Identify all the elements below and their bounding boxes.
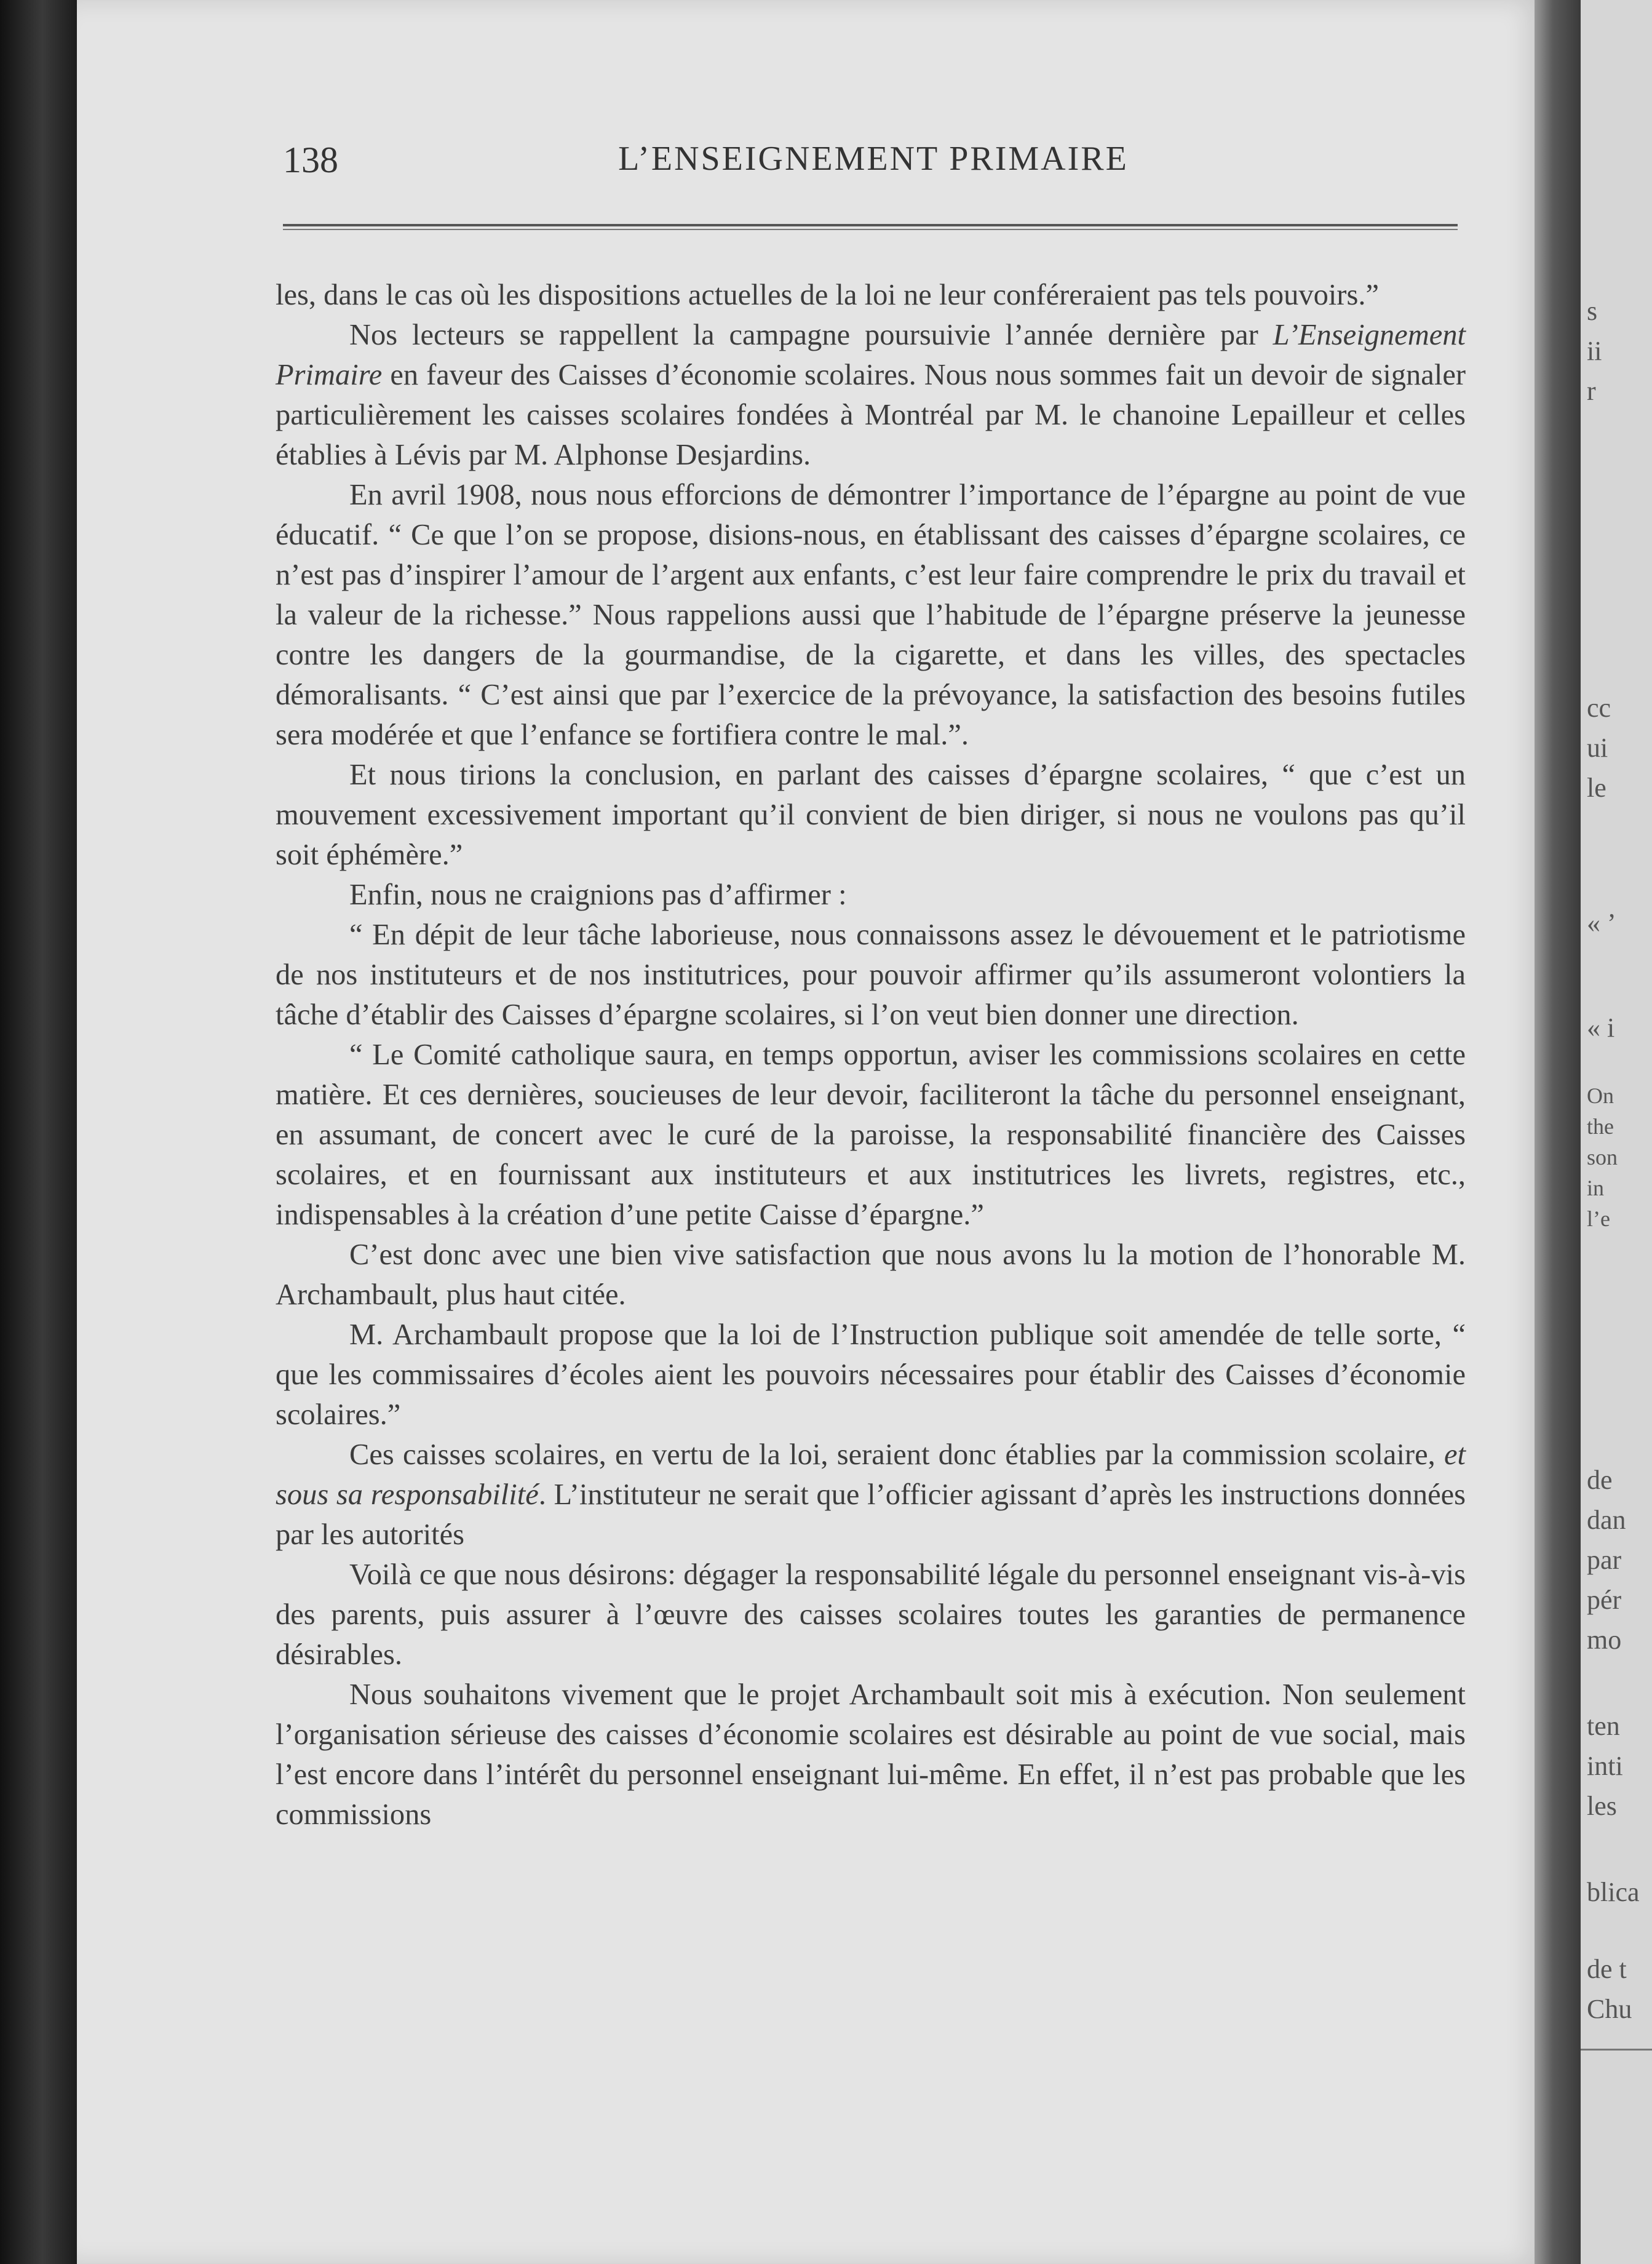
adjacent-text-fragment: l’e <box>1587 1206 1610 1231</box>
adjacent-text-fragment: dan <box>1587 1505 1626 1535</box>
paragraph: Ces caisses scolaires, en vertu de la loi, seraient donc établies par la commission scolaire, et sous sa responsabilité. L’instituteur ne serait que l’officier agissant d’après les instructions données par les autorités <box>276 1438 1466 1551</box>
book-gutter <box>1535 0 1581 2264</box>
paragraph: les, dans le cas où les dispositions actuelles de la loi ne leur conféreraient pas tels pouvoirs.” <box>276 279 1379 311</box>
header-rule <box>283 224 1458 226</box>
adjacent-text-fragment: ii <box>1587 336 1602 366</box>
adjacent-text-fragment: ui <box>1587 733 1608 763</box>
adjacent-text-fragment: de <box>1587 1465 1613 1495</box>
paragraph: M. Archambault propose que la loi de l’Instruction publique soit amendée de telle sorte, “ que les commissaires d’écoles aient les pouvoirs nécessaires pour établir des Caisses d’économie scolaires.” <box>276 1318 1466 1431</box>
paragraph: Nos lecteurs se rappellent la campagne poursuivie l’année dernière par L’Enseignement Primaire en faveur des Caisses d’économie scolaires. Nous nous sommes fait un devoir de signaler particulièrement les caisses scolaires fondées à Montréal par M. le chanoine Lepailleur et celles établies à Lévis par M. Alphonse Desjardins. <box>276 319 1466 471</box>
adjacent-text-fragment: ten <box>1587 1711 1620 1741</box>
adjacent-text-fragment: son <box>1587 1145 1618 1170</box>
adjacent-text-fragment: pér <box>1587 1585 1622 1615</box>
paragraph: C’est donc avec une bien vive satisfaction que nous avons lu la motion de l’honorable M. Archambault, plus haut citée. <box>276 1238 1466 1311</box>
adjacent-text-fragment: de t <box>1587 1954 1627 1984</box>
paragraph: Et nous tirions la conclusion, en parlant des caisses d’épargne scolaires, “ que c’est un mouvement excessivement important qu’il convient de bien diriger, si nous ne voulons pas qu’il soit éphémère.” <box>276 759 1466 871</box>
adjacent-text-fragment: cc <box>1587 693 1611 723</box>
paragraph: Voilà ce que nous désirons: dégager la responsabilité légale du personnel enseignant vis-à-vis des parents, puis assurer à l’œuvre des caisses scolaires toutes les garanties de permanence désirables. <box>276 1558 1466 1671</box>
adjacent-text-fragment: in <box>1587 1176 1605 1200</box>
adjacent-page-rule <box>1581 2049 1652 2051</box>
emphasis: et sous sa responsabilité <box>276 1438 1466 1511</box>
adjacent-text-fragment: « ’ <box>1587 908 1616 938</box>
article-body <box>276 275 1466 1835</box>
adjacent-text-fragment: the <box>1587 1114 1614 1139</box>
paragraph: Nous souhaitons vivement que le projet Archambault soit mis à exécution. Non seulement l’organisation sérieuse des caisses d’économie scolaires est désirable au point de vue social, mais l’est encore dans l’intérêt du personnel enseignant lui-même. En effet, il n’est pas probable que les commissions <box>276 1678 1466 1831</box>
adjacent-text-fragment: mo <box>1587 1625 1622 1655</box>
adjacent-text-fragment: blica <box>1587 1877 1640 1907</box>
adjacent-text-fragment: « i <box>1587 1013 1615 1043</box>
adjacent-text-fragment: inti <box>1587 1751 1623 1781</box>
header-rule-secondary <box>283 229 1458 230</box>
quotation: “ En dépit de leur tâche laborieuse, nous connaissons assez le dévouement et le patriotisme de nos instituteurs et de nos institutrices, pour pouvoir affirmer qu’ils assumeront volontiers la tâche d’établir des Caisses d’épargne scolaires, si l’on veut bien donner une direction. <box>276 919 1466 1031</box>
page-header <box>283 139 1464 194</box>
running-head: L’ENSEIGNEMENT PRIMAIRE <box>618 140 1129 178</box>
paragraph: En avril 1908, nous nous efforcions de démontrer l’importance de l’épargne au point de vue éducatif. “ Ce que l’on se propose, disions-nous, en établissant des caisses d’épargne scolaires, ce n’est pas d’inspirer l’amour de l’argent aux enfants, c’est leur faire comprendre le prix du travail et la valeur de la richesse.” Nous rappelions aussi que l’habitude de l’épargne préserve la jeunesse contre les dangers de la gourmandise, de la cigarette, et dans les villes, des spectacles démoralisants. “ C’est ainsi que par l’exercice de la prévoyance, la satisfaction des besoins futiles sera modérée et que l’enfance se fortifiera contre le mal.”. <box>276 479 1466 751</box>
quotation: “ Le Comité catholique saura, en temps opportun, aviser les commissions scolaires en cette matière. Et ces dernières, soucieuses de leur devoir, faciliteront la tâche du personnel enseignant, en assumant, de concert avec le curé de la paroisse, la responsabilité financière des Caisses scolaires, et en fournissant aux instituteurs et aux institutrices les livrets, registres, etc., indispensables à la création d’une petite Caisse d’épargne.” <box>276 1038 1466 1231</box>
adjacent-text-fragment: le <box>1587 773 1606 803</box>
paragraph: Enfin, nous ne craignions pas d’affirmer : <box>349 879 847 911</box>
page-number: 138 <box>283 140 338 180</box>
adjacent-text-fragment: On <box>1587 1083 1614 1108</box>
adjacent-text-fragment: les <box>1587 1791 1617 1821</box>
adjacent-text-fragment: Chu <box>1587 1994 1632 2024</box>
journal-title: L’Enseignement Primaire <box>276 319 1466 391</box>
adjacent-text-fragment: s <box>1587 296 1598 326</box>
adjacent-page <box>1581 0 1652 2264</box>
book-edge-left <box>0 0 77 2264</box>
adjacent-text-fragment: r <box>1587 376 1596 406</box>
adjacent-text-fragment: par <box>1587 1545 1622 1575</box>
